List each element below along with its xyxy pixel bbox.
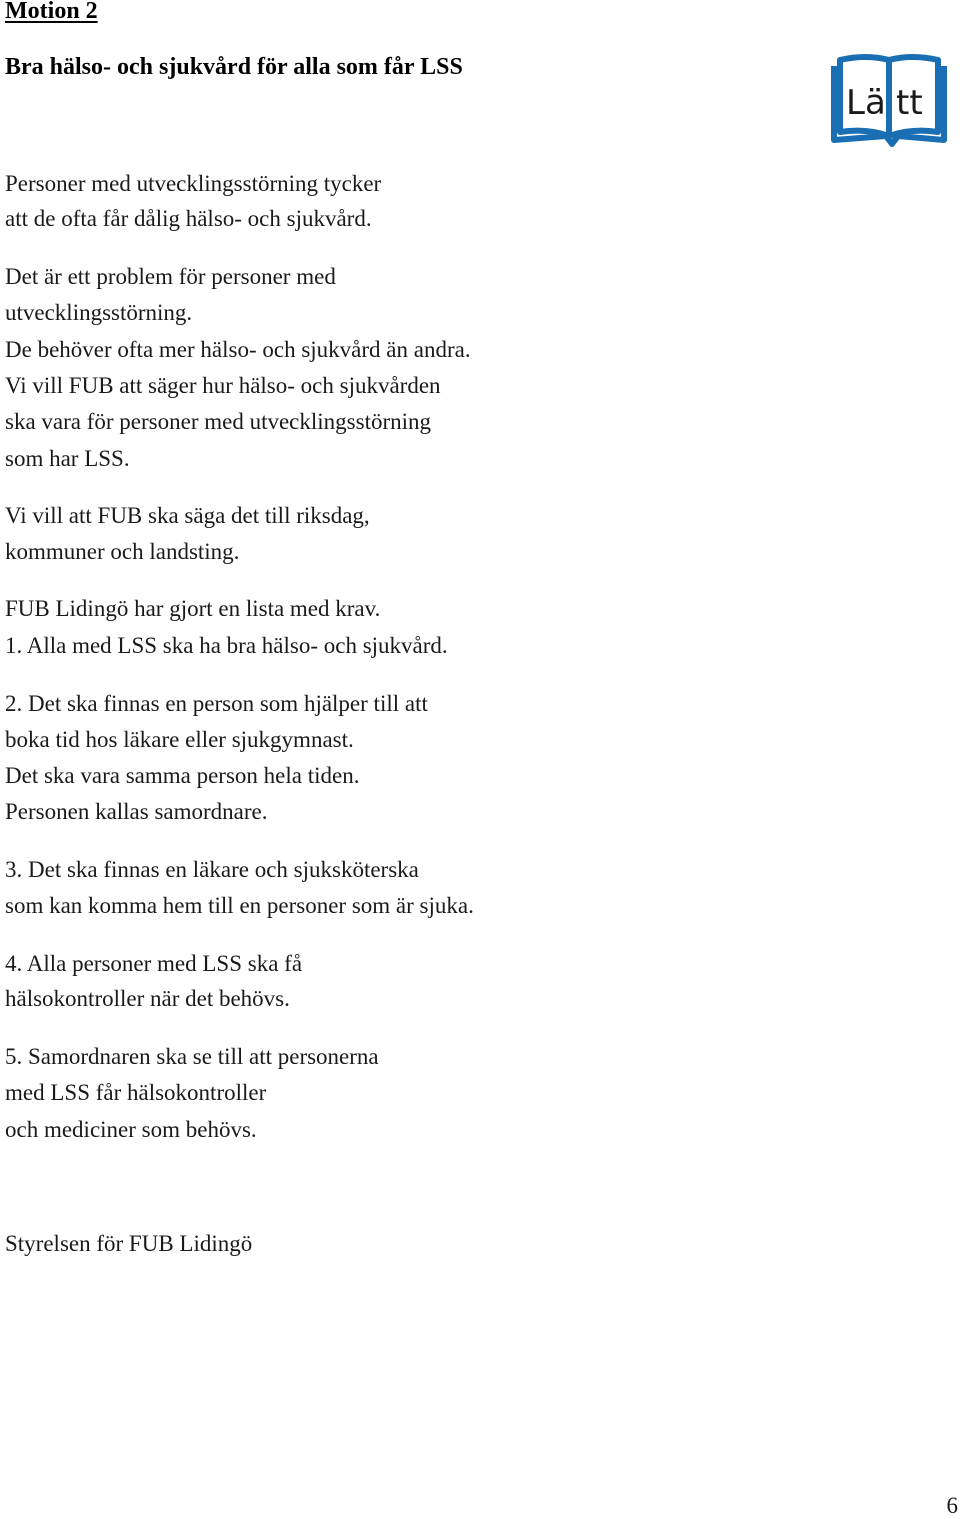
body-line: med LSS får hälsokontroller — [5, 1080, 267, 1105]
page-number: 6 — [946, 1493, 958, 1518]
list-item: 2. Det ska finnas en person som hjälper till att — [5, 691, 428, 716]
body-line: boka tid hos läkare eller sjukgymnast. — [5, 727, 354, 752]
body-line: ska vara för personer med utvecklingsstörning — [5, 409, 432, 434]
body-line: Personen kallas samordnare. — [5, 799, 268, 824]
body-line: FUB Lidingö har gjort en lista med krav. — [5, 596, 381, 621]
body-line: och mediciner som behövs. — [5, 1117, 257, 1142]
body-line: kommuner och landsting. — [5, 539, 240, 564]
body-line: Personer med utvecklingsstörning tycker — [5, 171, 382, 196]
body-line: De behöver ofta mer hälso- och sjukvård än andra. — [5, 337, 471, 362]
body-line: Vi vill FUB att säger hur hälso- och sjukvården — [5, 373, 441, 398]
list-item: 4. Alla personer med LSS ska få — [5, 951, 303, 976]
list-item: 5. Samordnaren ska se till att personerna — [5, 1044, 379, 1069]
body-line: som har LSS. — [5, 446, 130, 471]
motion-label: Motion 2 — [5, 0, 98, 24]
svg-text:Lä: Lä — [846, 83, 886, 123]
body-line: att de ofta får dålig hälso- och sjukvård. — [5, 206, 372, 231]
list-item: 1. Alla med LSS ska ha bra hälso- och sjukvård. — [5, 633, 448, 658]
signature: Styrelsen för FUB Lidingö — [5, 1231, 253, 1256]
svg-text:tt: tt — [896, 83, 923, 123]
body-line: utvecklingsstörning. — [5, 300, 193, 325]
body-line: hälsokontroller när det behövs. — [5, 986, 290, 1011]
book-icon — [830, 52, 948, 148]
body-line: som kan komma hem till en personer som är sjuka. — [5, 893, 474, 918]
list-item: 3. Det ska finnas en läkare och sjuksköterska — [5, 857, 419, 882]
body-line: Det är ett problem för personer med — [5, 264, 336, 289]
body-line: Det ska vara samma person hela tiden. — [5, 763, 360, 788]
lattlast-logo — [830, 52, 948, 148]
motion-title: Bra hälso- och sjukvård för alla som får LSS — [5, 54, 463, 80]
body-line: Vi vill att FUB ska säga det till riksdag, — [5, 503, 370, 528]
